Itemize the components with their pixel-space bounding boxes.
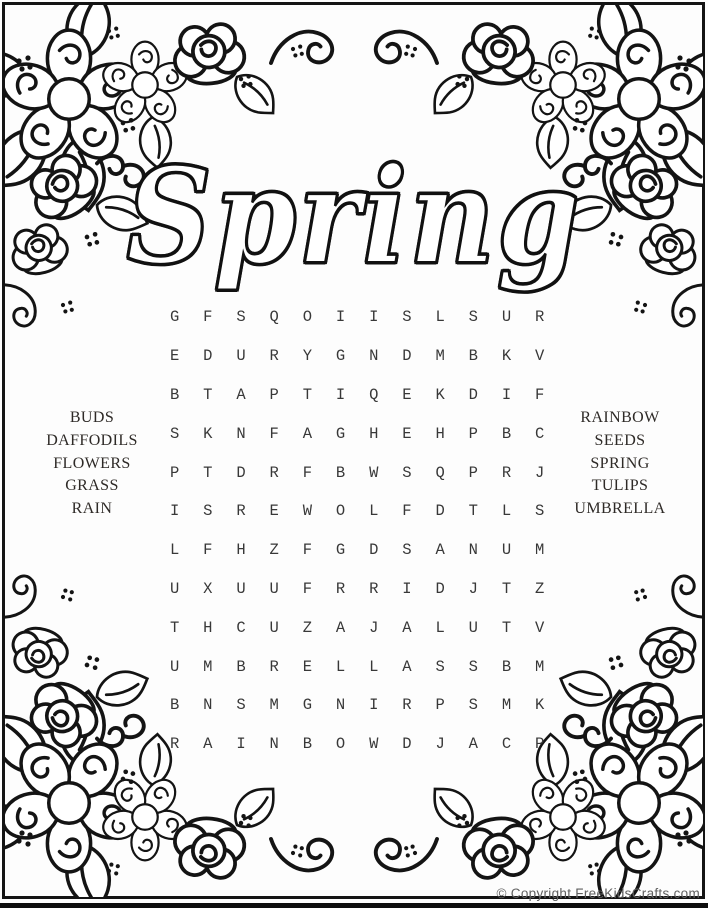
word-list-item: SEEDS <box>594 431 646 449</box>
grid-letter: R <box>236 502 246 521</box>
grid-letter: T <box>203 385 213 404</box>
grid-letter: F <box>203 541 213 560</box>
grid-letter: I <box>335 385 346 404</box>
grid-letter: R <box>335 579 346 598</box>
grid-letter: A <box>468 735 478 754</box>
grid-letter: M <box>535 541 545 560</box>
grid-letter: W <box>369 463 379 482</box>
grid-letter: B <box>169 385 180 404</box>
grid-letter: S <box>468 696 478 715</box>
grid-letter: P <box>435 696 445 715</box>
grid-letter: A <box>302 424 312 443</box>
grid-letter: R <box>269 463 279 482</box>
grid-letter: S <box>236 696 246 715</box>
grid-letter: S <box>236 308 246 327</box>
word-list-right <box>545 407 695 521</box>
grid-letter: I <box>236 735 246 754</box>
grid-letter: T <box>169 618 180 637</box>
grid-letter: G <box>335 424 346 443</box>
grid-letter: S <box>535 502 545 521</box>
grid-letter: T <box>203 463 213 482</box>
grid-letter: L <box>435 618 445 637</box>
word-list-item: BUDS <box>69 409 115 426</box>
grid-letter: A <box>236 385 246 404</box>
grid-letter: B <box>236 657 246 676</box>
grid-letter: H <box>369 424 379 443</box>
word-list-item: TULIPS <box>591 477 649 495</box>
word-list-item: GRASS <box>65 477 119 495</box>
grid-letter: U <box>169 657 180 676</box>
copyright-icon: © <box>496 886 507 901</box>
grid-row <box>158 686 556 725</box>
grid-letter: N <box>236 424 246 443</box>
grid-letter: A <box>203 735 213 754</box>
grid-letter: G <box>335 541 346 560</box>
grid-letter: U <box>236 579 246 598</box>
grid-letter: H <box>236 541 246 560</box>
grid-letter: Y <box>302 347 312 366</box>
grid-letter: U <box>236 347 246 366</box>
grid-letter: F <box>302 463 312 482</box>
grid-letter: E <box>269 502 279 521</box>
grid-row <box>158 570 556 609</box>
page-title: Spring <box>126 138 582 294</box>
grid-letter: Q <box>435 463 445 482</box>
grid-row <box>158 376 556 415</box>
grid-row <box>158 337 556 376</box>
grid-letter: D <box>203 347 213 366</box>
grid-letter: R <box>402 696 412 715</box>
grid-letter: A <box>402 618 412 637</box>
grid-letter: D <box>402 347 412 366</box>
grid-row <box>158 608 556 647</box>
grid-letter: R <box>169 735 180 754</box>
grid-letter: G <box>302 696 312 715</box>
grid-letter: S <box>468 308 478 327</box>
grid-letter: D <box>435 579 445 598</box>
grid-letter: T <box>468 502 478 521</box>
grid-letter: E <box>302 657 312 676</box>
grid-letter: A <box>335 618 346 637</box>
grid-letter: W <box>302 502 312 521</box>
grid-letter: D <box>236 463 246 482</box>
grid-letter: L <box>369 657 379 676</box>
grid-letter: F <box>269 424 279 443</box>
grid-letter: U <box>468 618 478 637</box>
grid-letter: R <box>501 463 512 482</box>
grid-row <box>158 453 556 492</box>
grid-letter: B <box>335 463 346 482</box>
grid-letter: M <box>535 657 545 676</box>
grid-letter: H <box>435 424 445 443</box>
grid-letter: H <box>203 618 213 637</box>
grid-letter: N <box>335 696 346 715</box>
grid-letter: M <box>435 347 445 366</box>
grid-letter: O <box>302 308 312 327</box>
grid-letter: P <box>468 463 478 482</box>
grid-letter: F <box>302 541 312 560</box>
grid-letter: U <box>169 579 180 598</box>
word-list-item: FLOWERS <box>53 454 131 472</box>
grid-letter: C <box>535 424 545 443</box>
copyright-text: Copyright FreeKidsCrafts.com <box>510 886 700 901</box>
grid-letter: Q <box>269 308 279 327</box>
grid-letter: J <box>369 618 379 637</box>
grid-letter: S <box>402 541 412 560</box>
word-list-left <box>18 407 166 521</box>
grid-letter: Z <box>302 618 312 637</box>
grid-letter: S <box>402 463 412 482</box>
grid-letter: M <box>269 696 279 715</box>
grid-letter: M <box>203 657 213 676</box>
grid-letter: D <box>369 541 379 560</box>
grid-letter: U <box>501 541 512 560</box>
bottom-edge-bar <box>0 903 708 908</box>
grid-letter: K <box>501 347 512 366</box>
grid-letter: B <box>501 657 512 676</box>
grid-letter: I <box>169 502 180 521</box>
grid-letter: D <box>435 502 445 521</box>
word-list-item: RAINBOW <box>580 409 660 426</box>
grid-row <box>158 725 556 764</box>
grid-row <box>158 647 556 686</box>
grid-letter: K <box>203 424 213 443</box>
grid-letter: F <box>535 385 545 404</box>
grid-letter: R <box>535 308 545 327</box>
grid-letter: V <box>535 347 545 366</box>
grid-letter: C <box>236 618 246 637</box>
letter-grid <box>158 298 556 764</box>
grid-letter: P <box>535 735 545 754</box>
grid-letter: N <box>269 735 279 754</box>
grid-letter: O <box>335 735 346 754</box>
grid-letter: L <box>335 657 346 676</box>
word-list-item: DAFFODILS <box>46 431 138 449</box>
grid-letter: N <box>369 347 379 366</box>
grid-letter: E <box>402 385 412 404</box>
grid-letter: I <box>369 696 379 715</box>
grid-letter: N <box>468 541 478 560</box>
grid-letter: B <box>169 696 180 715</box>
grid-letter: A <box>402 657 412 676</box>
grid-letter: U <box>501 308 512 327</box>
grid-letter: L <box>369 502 379 521</box>
grid-letter: T <box>501 618 512 637</box>
grid-letter: T <box>501 579 512 598</box>
grid-row <box>158 298 556 337</box>
grid-letter: I <box>402 579 412 598</box>
grid-letter: U <box>269 618 279 637</box>
grid-letter: R <box>269 657 279 676</box>
grid-letter: P <box>169 463 180 482</box>
grid-row <box>158 492 556 531</box>
grid-letter: B <box>501 424 512 443</box>
grid-letter: E <box>169 347 180 366</box>
grid-letter: I <box>501 385 512 404</box>
grid-letter: O <box>335 502 346 521</box>
grid-letter: Z <box>269 541 279 560</box>
grid-letter: S <box>435 657 445 676</box>
grid-letter: I <box>335 308 346 327</box>
grid-letter: L <box>169 541 180 560</box>
grid-letter: P <box>269 385 279 404</box>
grid-letter: S <box>203 502 213 521</box>
grid-letter: M <box>501 696 512 715</box>
grid-letter: X <box>203 579 213 598</box>
grid-letter: F <box>203 308 213 327</box>
grid-letter: E <box>402 424 412 443</box>
grid-letter: N <box>203 696 213 715</box>
grid-letter: L <box>435 308 445 327</box>
grid-letter: P <box>468 424 478 443</box>
grid-letter: S <box>468 657 478 676</box>
copyright-notice <box>497 886 700 901</box>
grid-letter: G <box>169 308 180 327</box>
grid-letter: S <box>402 308 412 327</box>
grid-letter: U <box>269 579 279 598</box>
grid-letter: Q <box>369 385 379 404</box>
grid-letter: A <box>435 541 445 560</box>
grid-letter: R <box>269 347 279 366</box>
grid-letter: T <box>302 385 312 404</box>
grid-letter: R <box>369 579 379 598</box>
grid-letter: F <box>302 579 312 598</box>
grid-row <box>158 414 556 453</box>
grid-letter: G <box>335 347 346 366</box>
grid-letter: B <box>468 347 478 366</box>
grid-letter: W <box>369 735 379 754</box>
grid-letter: J <box>535 463 545 482</box>
grid-letter: Z <box>535 579 545 598</box>
grid-letter: K <box>535 696 545 715</box>
grid-letter: D <box>468 385 478 404</box>
word-list-item: SPRING <box>590 454 650 472</box>
grid-letter: L <box>501 502 512 521</box>
grid-letter: C <box>501 735 512 754</box>
grid-letter: S <box>169 424 180 443</box>
grid-letter: J <box>435 735 445 754</box>
grid-letter: K <box>435 385 445 404</box>
word-list-item: RAIN <box>71 500 113 518</box>
grid-letter: B <box>302 735 312 754</box>
grid-letter: V <box>535 618 545 637</box>
word-list-item: UMBRELLA <box>574 500 666 518</box>
grid-row <box>158 531 556 570</box>
grid-letter: D <box>402 735 412 754</box>
grid-letter: I <box>369 308 379 327</box>
grid-letter: J <box>468 579 478 598</box>
grid-letter: F <box>402 502 412 521</box>
